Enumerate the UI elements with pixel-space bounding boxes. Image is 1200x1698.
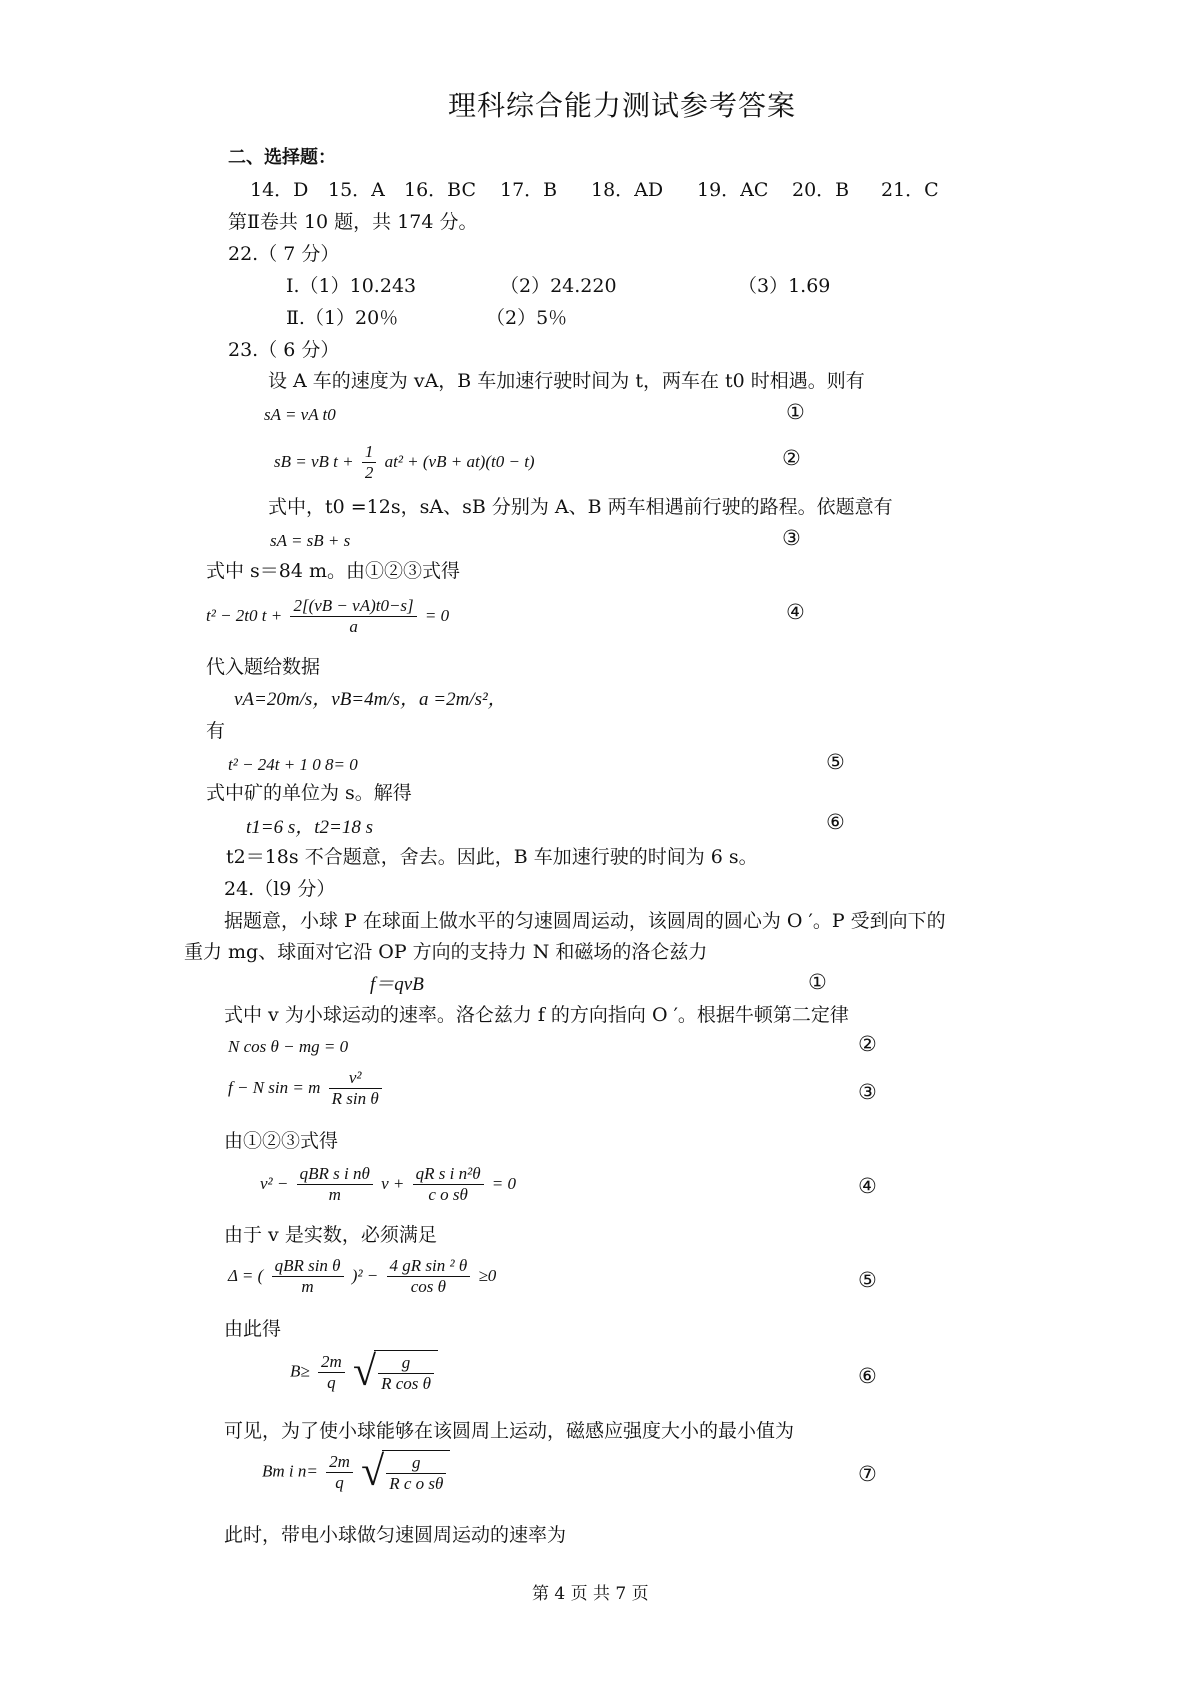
q23-eq6: t1=6 s，t2=18 s [246,817,373,838]
q24-eq7-radicand-denominator: R c o sθ [389,1474,444,1494]
q23-eq4-right: = 0 [424,605,450,625]
q24-paragraph-7: 可见，为了使小球能够在该圆周上运动，磁感应强度大小的最小值为 [224,1420,795,1442]
q24-eq4-numerator-2: qR s i n²θ [413,1164,484,1185]
choice-answer: 19．AC [697,179,769,201]
q24-eq4-part-b: v + [381,1173,405,1193]
q24-eq4-part-a: v² − [260,1173,289,1193]
q24-eq6-numerator: 2m [318,1352,345,1373]
one-half-fraction: $\frac{1}{2}$ [362,442,377,484]
q24-eq6-part-a: B≥ [290,1361,310,1381]
q22-heading: 22.（ 7 分） [228,243,340,265]
q24-eq7-denominator: q [335,1472,344,1492]
q24-eq7-radicand-numerator: g [386,1453,446,1474]
q23-eq4-numerator: 2[(vB − vA)t0−s] [290,596,416,617]
q24-eq5-part-a: Δ = ( [228,1265,264,1285]
q24-eq6-radicand-denominator: R cos θ [381,1374,431,1394]
choice-answer: 21．C [881,179,939,201]
q24-eq4-numerator-1: qBR s i nθ [297,1164,373,1185]
q22-answer: Ⅰ.（1）10.243 [286,275,417,297]
q24-eq5-denominator-1: m [301,1277,314,1297]
q24-eq7-radicand [382,1450,450,1495]
q22-answer: Ⅱ.（1）20％ [286,307,399,329]
q24-eq1: f＝qvB [370,974,424,995]
q23-eq2-right: at² + (vB + at)(t0 − t) [384,451,535,471]
q24-eq2: N cos θ − mg = 0 [228,1037,349,1056]
q24-paragraph-1: 据题意，小球 P 在球面上做水平的匀速圆周运动，该圆周的圆心为 O ′。P 受到向下的 [224,910,946,932]
q24-eq7-fraction [326,1452,353,1494]
q23-eq4-denominator: a [349,617,358,637]
q23-where-2: 式中 s＝84 m。由①②③式得 [206,560,461,582]
q24-eq3 [228,1068,386,1110]
q23-have: 有 [206,720,226,742]
q24-paragraph-8: 此时，带电小球做匀速圆周运动的速率为 [224,1524,567,1546]
q24-eq5-fraction-1 [272,1256,344,1298]
q23-substitute: 代入题给数据 [206,656,321,678]
q24-eq5 [228,1256,496,1298]
eq-label-2: ② [858,1032,877,1056]
eq-label-1: ① [808,970,827,994]
q24-eq4 [260,1164,516,1206]
q24-eq6-fraction [318,1352,345,1394]
eq-label-6: ⑥ [858,1364,877,1388]
q24-eq7-part-a: Bm i n= [262,1461,318,1481]
eq-label-5: ⑤ [826,750,845,774]
q24-paragraph-3: 式中 v 为小球运动的速率。洛仑兹力 f 的方向指向 O ′。根据牛顿第二定律 [224,1004,849,1026]
q24-eq3-fraction [329,1068,382,1110]
q24-eq3-denominator: R sin θ [331,1089,379,1109]
eq-label-2: ② [782,446,801,470]
q23-eq1: sA = vA t0 [264,405,336,424]
q24-eq3-left: f − N sin = m [228,1077,321,1097]
eq-label-6: ⑥ [826,810,845,834]
q23-unit-note: 式中矿的单位为 s。解得 [206,782,412,804]
section-heading-choice: 二、选择题： [228,147,336,168]
q24-eq5-fraction-2 [387,1256,471,1298]
q24-heading: 24.（l9 分） [224,878,336,900]
q23-eq2-left: sB = vB t + [274,451,354,471]
q24-eq5-numerator-1: qBR sin θ [272,1256,344,1277]
q23-conclusion: t2＝18s 不合题意，舍去。因此，B 车加速行驶的时间为 6 s。 [226,846,758,868]
choice-answer: 20．B [792,179,850,201]
q23-eq4-left: t² − 2t0 t + [206,605,283,625]
eq-label-7: ⑦ [858,1462,877,1486]
choice-answer: 16．BC [404,179,477,201]
q23-data: vA=20m/s，vB=4m/s，a =2m/s²， [234,689,507,710]
choice-answer: 14．D [250,179,309,201]
choice-answer: 15．A [328,179,385,201]
q24-eq5-part-b: )² − [351,1265,379,1285]
q24-paragraph-4: 由①②③式得 [224,1130,339,1152]
q23-eq5: t² − 24t + 1 0 8= 0 [228,755,358,774]
eq-label-3: ③ [782,526,801,550]
q24-eq3-numerator: v² [329,1068,382,1089]
choice-answer: 17．B [500,179,558,201]
q22-answer: （3）1.69 [738,275,831,297]
sqrt-sign: √ [353,1349,377,1396]
q23-eq4 [206,596,449,638]
page-title: 理科综合能力测试参考答案 [448,89,797,122]
eq-label-4: ④ [786,600,805,624]
sqrt-sign: √ [361,1449,385,1496]
eq-label-1: ① [786,400,805,424]
q23-eq2 [274,442,535,484]
eq-label-3: ③ [858,1080,877,1104]
q24-eq7-numerator: 2m [326,1452,353,1473]
q24-eq5-part-c: ≥0 [478,1265,497,1285]
q24-eq5-numerator-2: 4 gR sin ² θ [387,1256,471,1277]
q24-eq6-radicand [374,1350,438,1395]
volume-2-note: 第Ⅱ卷共 10 题，共 174 分。 [228,211,478,233]
q24-eq6 [290,1350,438,1395]
q24-paragraph-2: 重力 mg、球面对它沿 OP 方向的支持力 N 和磁场的洛仑兹力 [184,941,708,963]
q24-eq4-denominator-1: m [328,1185,341,1205]
q24-eq6-radicand-numerator: g [378,1353,434,1374]
q23-eq3: sA = sB + s [270,531,351,550]
q23-heading: 23.（ 6 分） [228,339,340,361]
q24-eq7 [262,1450,450,1495]
q24-paragraph-5: 由于 v 是实数，必须满足 [224,1224,437,1246]
q23-where-1: 式中，t0 =12s，sA、sB 分别为 A、B 两车相遇前行驶的路程。依题意有 [268,496,893,518]
q24-eq5-denominator-2: cos θ [410,1277,446,1297]
eq-label-5: ⑤ [858,1268,877,1292]
q22-answer: （2）5％ [486,307,568,329]
q24-eq4-part-c: = 0 [491,1173,517,1193]
q24-eq4-fraction-1 [297,1164,373,1206]
q23-eq4-fraction [290,596,416,638]
q24-paragraph-6: 由此得 [224,1318,282,1340]
page-footer: 第 4 页 共 7 页 [532,1584,649,1604]
q22-answer: （2）24.220 [500,275,617,297]
q23-intro: 设 A 车的速度为 vA，B 车加速行驶时间为 t，两车在 t0 时相遇。则有 [268,370,865,392]
eq-label-4: ④ [858,1174,877,1198]
q24-eq4-fraction-2 [413,1164,484,1206]
q24-eq4-denominator-2: c o sθ [428,1185,468,1205]
q24-eq6-denominator: q [327,1372,336,1392]
choice-answer: 18．AD [591,179,664,201]
